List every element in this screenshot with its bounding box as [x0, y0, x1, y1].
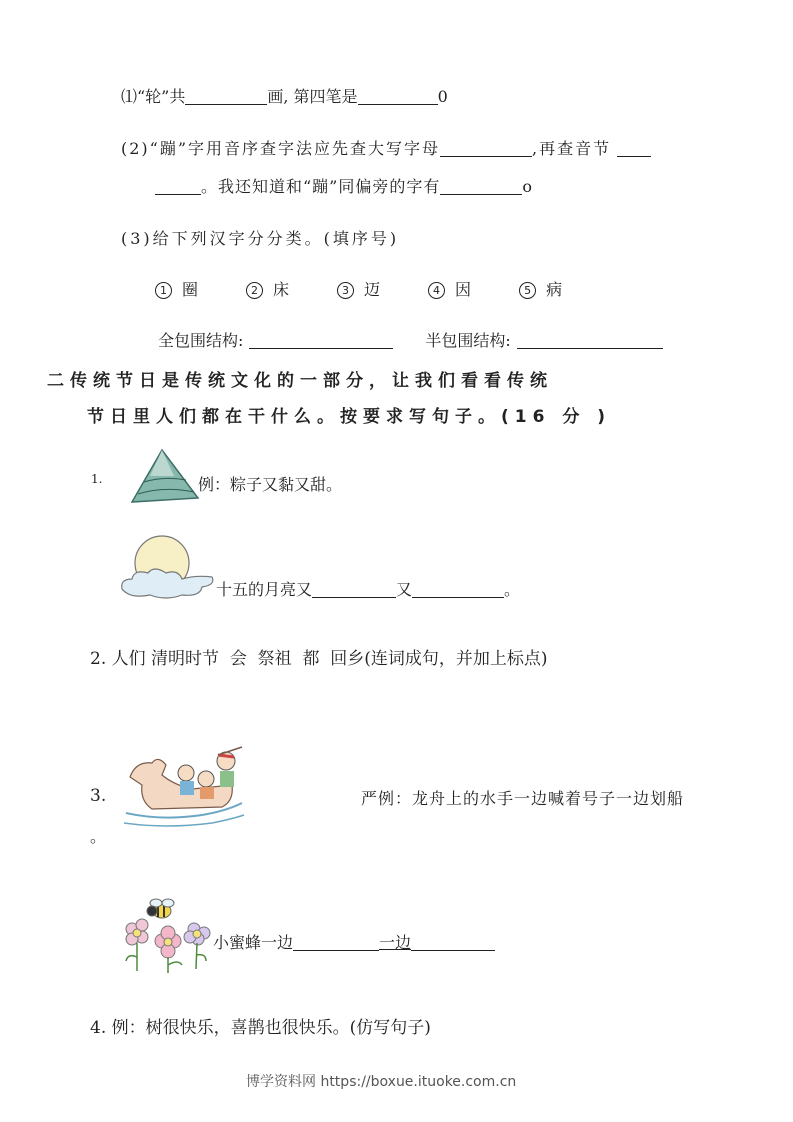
item1-answer-line: [216, 577, 520, 600]
item1-text-c: 。: [504, 580, 521, 599]
option-2: [246, 277, 289, 300]
answer-blank[interactable]: [617, 140, 651, 157]
q1-line2: [121, 136, 651, 159]
option-number: 3: [337, 282, 354, 299]
option-number: 5: [519, 282, 536, 299]
section2-heading-line2: 节日里人们都在干什么。按要求写句子。(16 分 ): [87, 407, 612, 427]
q1-line1-c: 0: [437, 87, 448, 106]
answer-blank[interactable]: [249, 332, 393, 349]
q1-line2-a: (2)“蹦”字用音序查字法应先查大写字母: [121, 139, 441, 158]
q1-options: [155, 277, 610, 300]
option-1: [155, 277, 198, 300]
q1-line3-b: o: [522, 177, 534, 196]
dragon-boat-picture: [122, 745, 246, 831]
half-enclosure-label: 半包围结构:: [425, 331, 511, 350]
item3-example: 严例：龙舟上的水手一边喊着号子一边划船: [361, 789, 685, 808]
q1-structure-line: [158, 328, 663, 351]
option-char: 圈: [182, 280, 199, 299]
item3-answer-line: [213, 930, 495, 953]
item1-example: 例：粽子又黏又甜。: [198, 475, 343, 494]
zongzi-picture: [128, 446, 200, 508]
item3-text-a: 小蜜蜂一边: [213, 933, 294, 952]
bee-flowers-picture: [118, 895, 214, 975]
item3-number: 3.: [90, 786, 107, 806]
answer-blank[interactable]: [440, 178, 522, 195]
option-3: [337, 277, 380, 300]
q1-line3: [155, 174, 533, 197]
answer-blank[interactable]: [411, 934, 495, 951]
answer-blank[interactable]: [185, 88, 267, 105]
q1-line1-a: ⑴“轮”共: [121, 87, 186, 106]
answer-blank[interactable]: [440, 140, 532, 157]
item3-text-b: 一边: [379, 933, 412, 952]
section2-heading-line1: 二传统节日是传统文化的一部分，让我们看看传统: [47, 371, 553, 391]
answer-blank[interactable]: [412, 581, 504, 598]
option-char: 迈: [364, 280, 381, 299]
item1-text-b: 又: [396, 580, 413, 599]
item4-text: 4. 例：树很快乐，喜鹊也很快乐。(仿写句子): [90, 1018, 431, 1038]
moon-cloud-picture: [116, 533, 218, 603]
item1-number: 1.: [91, 472, 103, 486]
answer-blank[interactable]: [293, 934, 379, 951]
footer-watermark[interactable]: 博学资料网 https://boxue.ituoke.com.cn: [246, 1074, 517, 1090]
option-char: 床: [273, 280, 290, 299]
answer-blank[interactable]: [517, 332, 663, 349]
option-5: [519, 277, 562, 300]
option-char: 因: [455, 280, 472, 299]
answer-blank[interactable]: [155, 178, 201, 195]
item1-text-a: 十五的月亮又: [216, 580, 313, 599]
full-enclosure-label: 全包围结构:: [158, 331, 244, 350]
option-number: 1: [155, 282, 172, 299]
q1-line1-b: 画, 第四笔是: [267, 87, 358, 106]
answer-blank[interactable]: [358, 88, 438, 105]
q1-line4: (3)给下列汉字分分类。(填序号): [121, 229, 400, 248]
answer-blank[interactable]: [312, 581, 396, 598]
q1-line2-b: ,再查音节: [532, 139, 612, 158]
option-number: 4: [428, 282, 445, 299]
q1-line1: [121, 84, 448, 107]
option-4: [428, 277, 471, 300]
q1-line3-a: 。我还知道和“蹦”同偏旁的字有: [201, 177, 441, 196]
item3-tail: 。: [90, 827, 107, 846]
item2-text: 2. 人们 清明时节 会 祭祖 都 回乡(连词成句，并加上标点): [90, 649, 548, 669]
option-number: 2: [246, 282, 263, 299]
option-char: 病: [546, 280, 563, 299]
